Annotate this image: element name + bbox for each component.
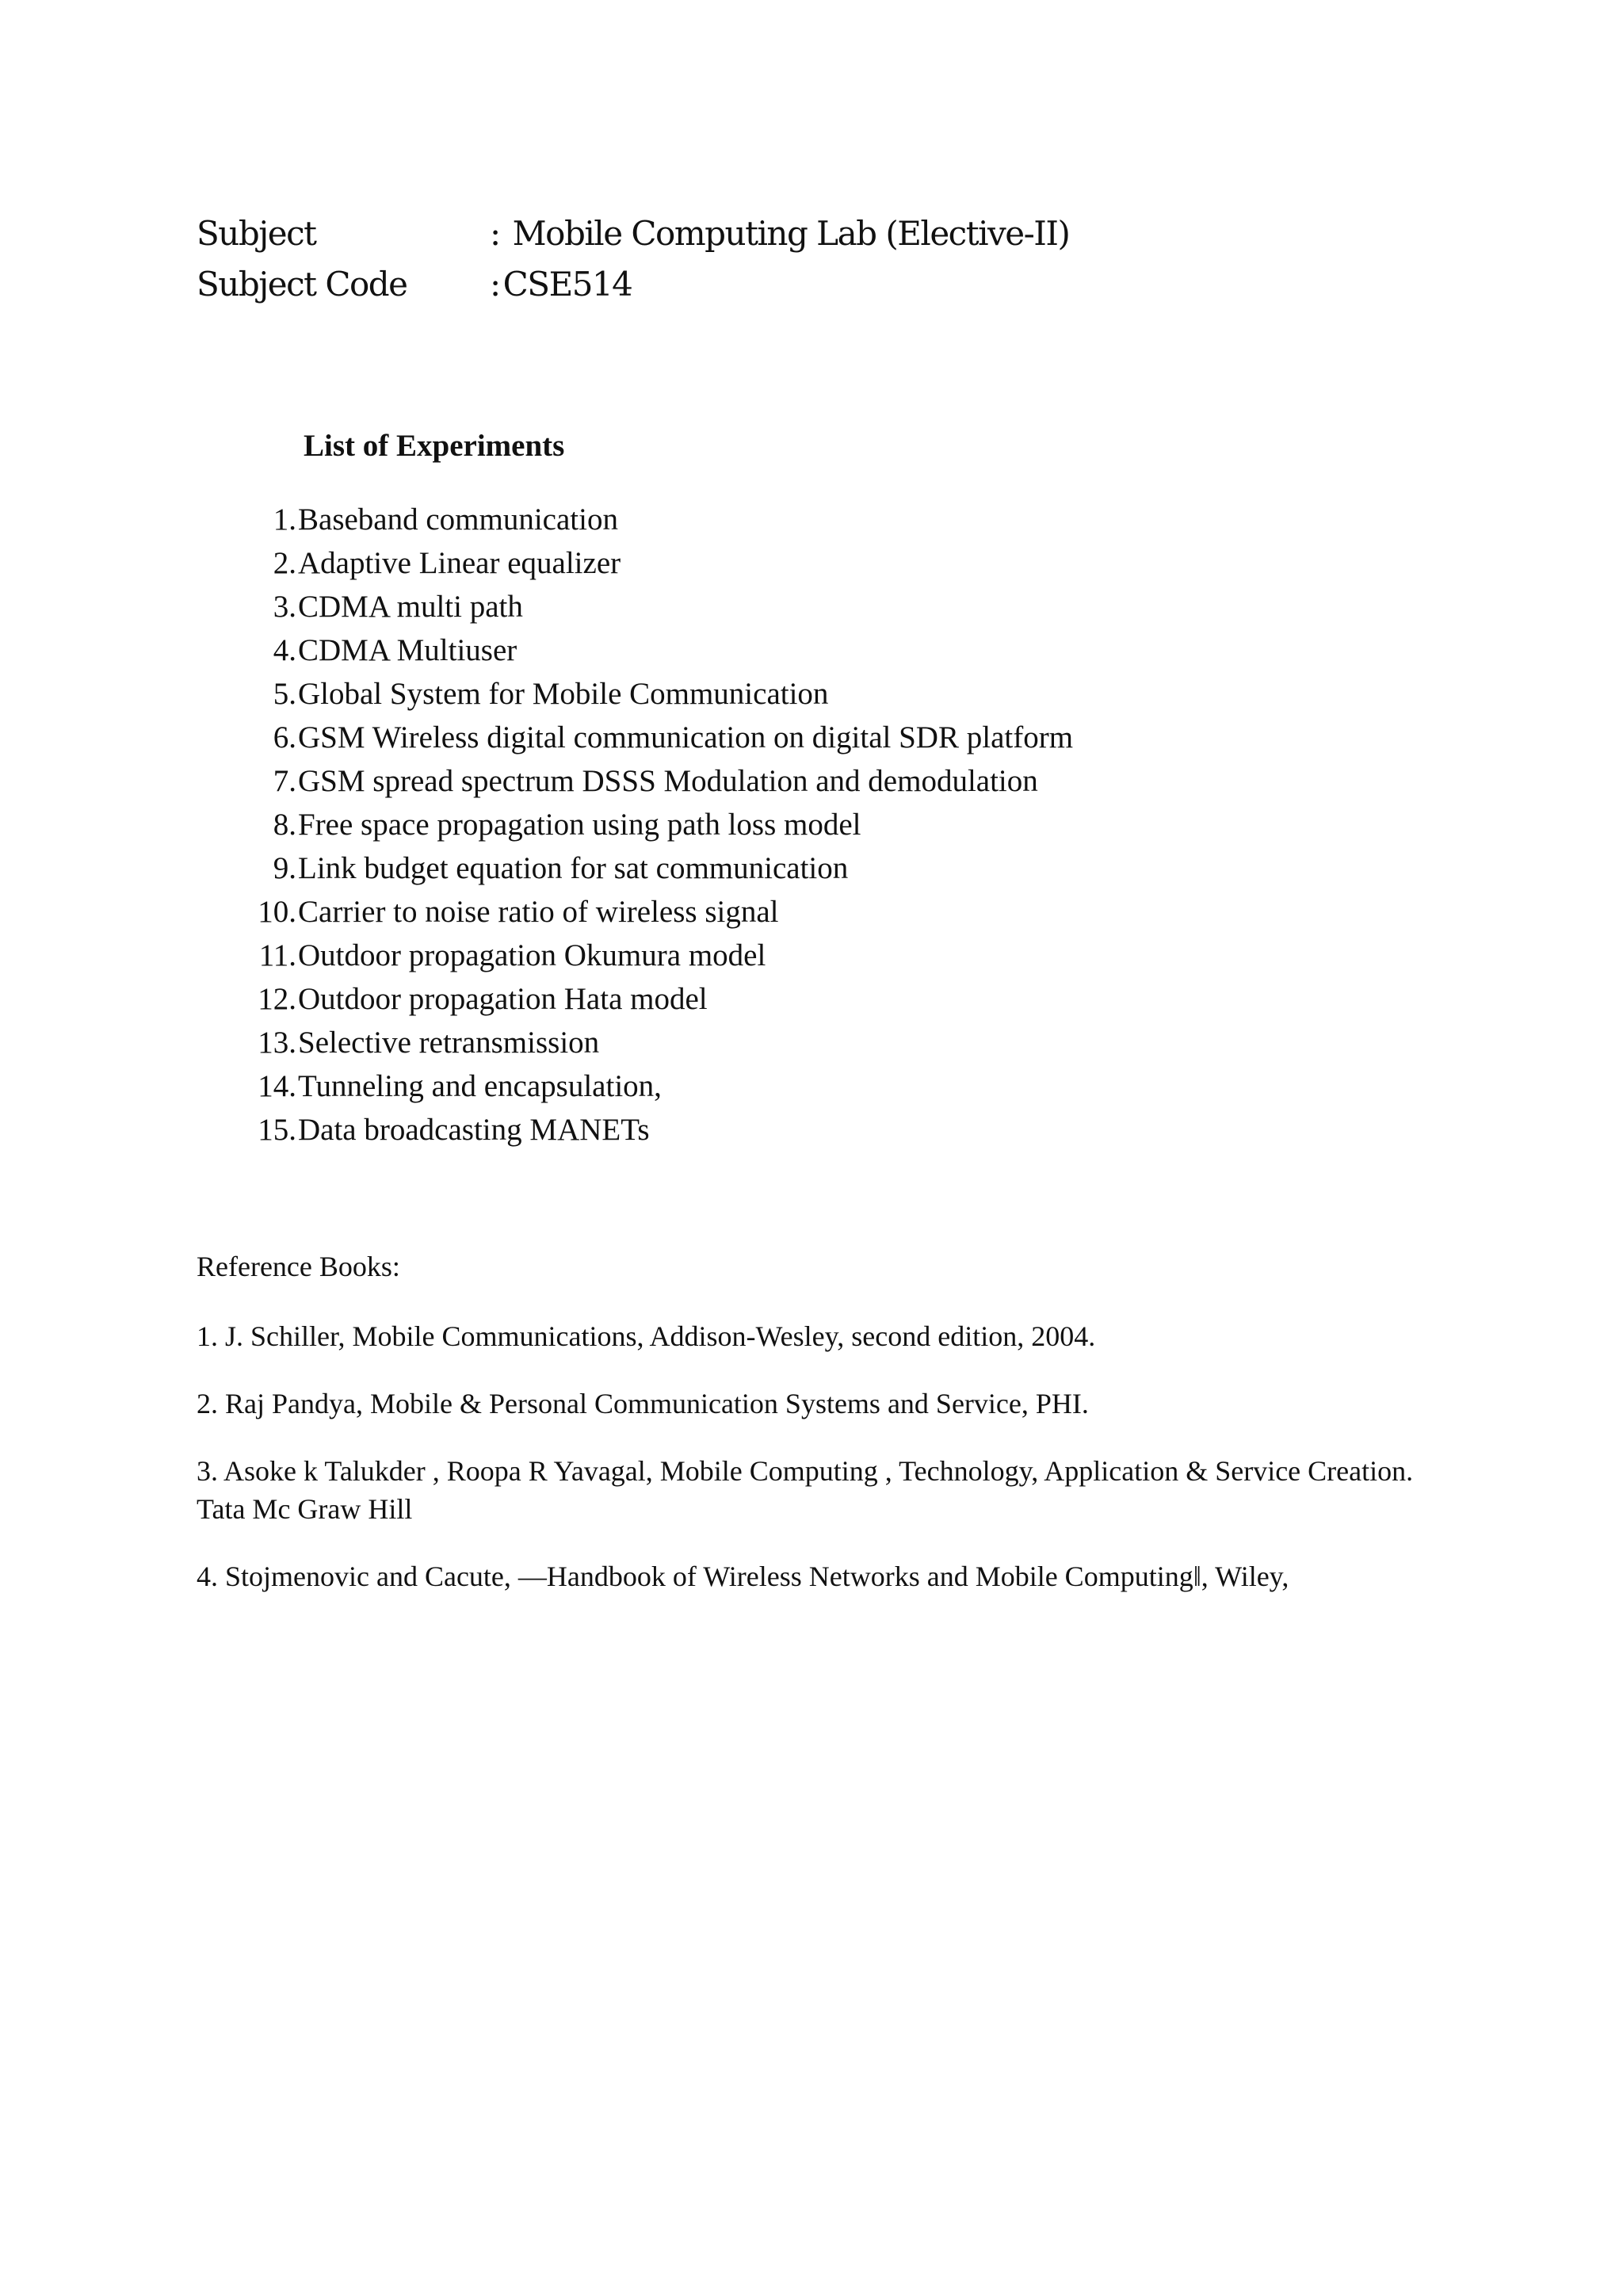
- list-item-text: GSM Wireless digital communication on digital SDR platform: [298, 720, 1074, 755]
- list-item-text: Adaptive Linear equalizer: [298, 546, 621, 580]
- list-item: [235, 716, 1073, 759]
- list-item-number: 9.: [273, 851, 296, 885]
- subject-value: Mobile Computing Lab (Elective-II): [512, 213, 1070, 253]
- list-item-number: 1.: [273, 502, 296, 537]
- subject-colon: :: [490, 213, 500, 253]
- reference-books-heading: Reference Books:: [197, 1251, 400, 1282]
- reference-item: 1. J. Schiller, Mobile Communications, Addison-Wesley, second edition, 2004.: [197, 1320, 1096, 1352]
- list-item-number: 10.: [258, 895, 296, 929]
- list-item-text: Data broadcasting MANETs: [298, 1113, 650, 1147]
- list-item: [235, 498, 1073, 541]
- list-item-text: Outdoor propagation Hata model: [298, 982, 708, 1016]
- subject-code-value: CSE514: [502, 264, 632, 304]
- experiments-heading: List of Experiments: [304, 429, 565, 463]
- list-item: [235, 759, 1073, 803]
- subject-code-row: [197, 258, 1069, 309]
- subject-code-label: Subject Code: [197, 264, 407, 304]
- list-item-text: CDMA Multiuser: [298, 633, 517, 667]
- list-item-number: 4.: [273, 633, 296, 667]
- subject-code-colon: :: [490, 264, 500, 304]
- list-item-number: 3.: [273, 590, 296, 624]
- subject-row: [197, 208, 1069, 258]
- list-item-text: GSM spread spectrum DSSS Modulation and demodulation: [298, 764, 1038, 798]
- list-item-number: 7.: [273, 764, 296, 798]
- subject-label: Subject: [197, 213, 316, 253]
- reference-item: 3. Asoke k Talukder , Roopa R Yavagal, Mobile Computing , Technology, Application & Service Creation. Tata Mc Graw Hill: [197, 1455, 1414, 1525]
- list-item: [235, 846, 1073, 890]
- list-item-number: 14.: [258, 1069, 296, 1103]
- list-item: [235, 628, 1073, 672]
- list-item-text: Tunneling and encapsulation,: [298, 1069, 662, 1103]
- reference-item: 2. Raj Pandya, Mobile & Personal Communication Systems and Service, PHI.: [197, 1388, 1089, 1419]
- list-item-number: 8.: [273, 808, 296, 842]
- list-item: [235, 977, 1073, 1021]
- list-item-text: Baseband communication: [298, 502, 618, 537]
- list-item-number: 15.: [258, 1113, 296, 1147]
- list-item-text: Outdoor propagation Okumura model: [298, 938, 766, 972]
- list-item: [235, 1064, 1073, 1108]
- list-item: [235, 541, 1073, 585]
- list-item: [235, 672, 1073, 716]
- list-item: [235, 803, 1073, 846]
- list-item-text: Free space propagation using path loss model: [298, 808, 861, 842]
- list-item-number: 11.: [258, 938, 296, 972]
- list-item-text: Link budget equation for sat communication: [298, 851, 849, 885]
- list-item-number: 13.: [258, 1026, 296, 1060]
- list-item-text: CDMA multi path: [298, 590, 523, 624]
- subject-code-value-wrap: [490, 265, 632, 304]
- list-item: [235, 1021, 1073, 1064]
- list-item-text: Selective retransmission: [298, 1026, 600, 1060]
- subject-header: [197, 208, 1069, 309]
- list-item-text: Carrier to noise ratio of wireless signal: [298, 895, 779, 929]
- list-item-number: 5.: [273, 677, 296, 711]
- list-item-text: Global System for Mobile Communication: [298, 677, 829, 711]
- list-item: [235, 890, 1073, 934]
- list-item: [235, 1108, 1073, 1152]
- subject-value-wrap: [490, 214, 1069, 253]
- list-item: [235, 934, 1073, 977]
- list-item-number: 2.: [273, 546, 296, 580]
- list-item: [235, 585, 1073, 628]
- list-item-number: 6.: [273, 720, 296, 755]
- list-item-number: 12.: [258, 982, 296, 1016]
- reference-item: 4. Stojmenovic and Cacute, ―Handbook of Wireless Networks and Mobile Computing‖, Wiley,: [197, 1561, 1289, 1592]
- experiments-list: [235, 498, 1073, 1152]
